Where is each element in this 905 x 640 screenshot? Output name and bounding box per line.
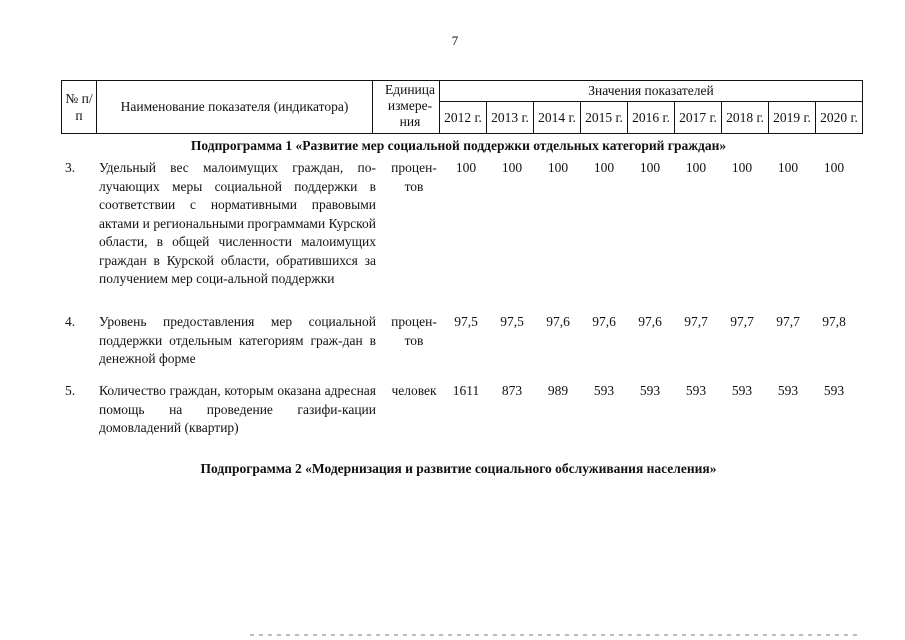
value-cell: 989 bbox=[547, 383, 569, 398]
value-cell: 97,7 bbox=[684, 314, 708, 329]
indicator-unit: процен-тов bbox=[391, 314, 437, 348]
value-cell: 97,7 bbox=[776, 314, 800, 329]
value-cell: 97,8 bbox=[822, 314, 846, 329]
year-header: 2012 г. bbox=[440, 102, 487, 134]
value-cell: 593 bbox=[823, 383, 845, 398]
value-cell: 593 bbox=[593, 383, 615, 398]
value-cell: 97,6 bbox=[638, 314, 662, 329]
col-values-header: Значения показателей bbox=[440, 81, 863, 102]
row-number: 3. bbox=[65, 160, 76, 175]
value-cell: 593 bbox=[731, 383, 753, 398]
value-cell: 873 bbox=[501, 383, 523, 398]
value-cell: 97,5 bbox=[454, 314, 478, 329]
row-number: 5. bbox=[65, 383, 76, 398]
year-header: 2018 г. bbox=[722, 102, 769, 134]
col-number-header bbox=[62, 81, 97, 134]
year-header: 2020 г. bbox=[816, 102, 863, 134]
value-cell: 97,7 bbox=[730, 314, 754, 329]
value-cell: 97,6 bbox=[546, 314, 570, 329]
value-cell: 593 bbox=[777, 383, 799, 398]
table-header bbox=[61, 80, 863, 134]
year-header: 2013 г. bbox=[487, 102, 534, 134]
indicator-name: Уровень предоставления мер социальной поддержки отдельным категориям граж-дан в денежной форме bbox=[99, 314, 376, 366]
value-cell: 100 bbox=[547, 160, 569, 175]
subprogram-1-title: Подпрограмма 1 «Развитие мер социальной поддержки отдельных категорий граждан» bbox=[190, 138, 727, 153]
col-unit-label: Единица измере-ния bbox=[384, 82, 435, 129]
value-cell: 100 bbox=[823, 160, 845, 175]
col-name-header: Наименование показателя (индикатора) bbox=[97, 81, 373, 134]
value-cell: 100 bbox=[455, 160, 477, 175]
indicator-unit: процен-тов bbox=[391, 160, 437, 194]
value-cell: 97,5 bbox=[500, 314, 524, 329]
row-number: 4. bbox=[65, 314, 76, 329]
year-header: 2019 г. bbox=[769, 102, 816, 134]
scan-artifact-line bbox=[250, 634, 860, 636]
value-cell: 593 bbox=[639, 383, 661, 398]
value-cell: 100 bbox=[685, 160, 707, 175]
indicator-name: Количество граждан, которым оказана адресная помощь на проведение газифи-кации домовладений (квартир) bbox=[99, 383, 376, 435]
value-cell: 100 bbox=[777, 160, 799, 175]
year-header: 2015 г. bbox=[581, 102, 628, 134]
value-cell: 97,6 bbox=[592, 314, 616, 329]
year-header: 2017 г. bbox=[675, 102, 722, 134]
col-number-label: № п/п bbox=[65, 91, 93, 123]
value-cell: 100 bbox=[639, 160, 661, 175]
indicator-name: Удельный вес малоимущих граждан, по-лучающих меры социальной поддержки в соответствии с нормативными правовыми актами и региональными программами Курской области, в общей численности малоимущих граждан в Курской области, обратившихся за получением мер соци-альной поддержки bbox=[99, 160, 376, 286]
subprogram-2-title: Подпрограмма 2 «Модернизация и развитие социального обслуживания населения» bbox=[200, 461, 717, 476]
year-header: 2016 г. bbox=[628, 102, 675, 134]
value-cell: 100 bbox=[501, 160, 523, 175]
value-cell: 100 bbox=[731, 160, 753, 175]
value-cell: 100 bbox=[593, 160, 615, 175]
indicator-unit: человек bbox=[391, 383, 437, 398]
value-cell: 593 bbox=[685, 383, 707, 398]
year-header: 2014 г. bbox=[534, 102, 581, 134]
value-cell: 1611 bbox=[452, 383, 480, 398]
page-number: 7 bbox=[451, 33, 459, 48]
